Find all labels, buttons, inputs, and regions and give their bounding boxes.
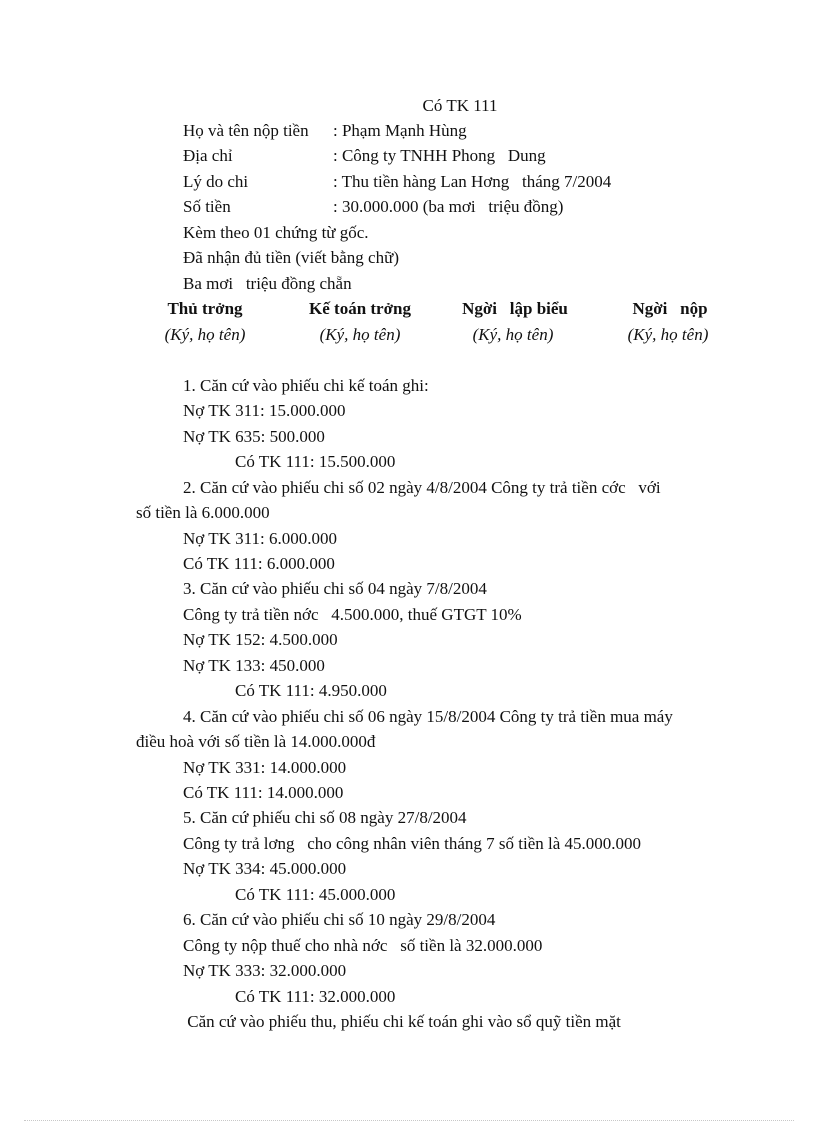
signature-role-chief-accountant: Kế toán trởng	[309, 299, 411, 318]
entry-credit: Có TK 111: 6.000.000	[183, 554, 335, 573]
entry-paragraph-continuation: số tiền là 6.000.000	[136, 503, 270, 522]
entry-paragraph: Công ty trả lơng cho công nhân viên tháng 7 số tiền là 45.000.000	[183, 834, 642, 853]
entry-paragraph-continuation: điều hoà với số tiền là 14.000.000đ	[136, 732, 376, 751]
note-amount-in-words: Ba mơi triệu đồng chẵn	[183, 274, 352, 293]
note-attachment: Kèm theo 01 chứng từ gốc.	[183, 223, 369, 242]
field-value-amount: : 30.000.000 (ba mơi triệu đồng)	[333, 197, 564, 216]
entry-credit: Có TK 111: 4.950.000	[235, 681, 387, 700]
field-label-amount: Số tiền	[183, 197, 231, 216]
entry-debit: Nợ TK 331: 14.000.000	[183, 758, 347, 777]
entry-paragraph: Căn cứ vào phiếu thu, phiếu chi kế toán ghi vào sổ quỹ tiền mặt	[183, 1012, 621, 1031]
entry-credit: Có TK 111: 45.000.000	[235, 885, 396, 904]
entry-debit: Nợ TK 334: 45.000.000	[183, 859, 347, 878]
entry-debit: Nợ TK 333: 32.000.000	[183, 961, 347, 980]
entry-debit: Nợ TK 311: 15.000.000	[183, 401, 346, 420]
entry-debit: Nợ TK 635: 500.000	[183, 427, 325, 446]
signature-hint-chief-accountant: (Ký, họ tên)	[319, 325, 401, 344]
field-value-address: : Công ty TNHH Phong Dung	[333, 146, 546, 165]
signature-role-preparer: Ngời lập biểu	[462, 299, 568, 318]
entry-paragraph: 1. Căn cứ vào phiếu chi kế toán ghi:	[183, 376, 429, 395]
entry-credit: Có TK 111: 14.000.000	[183, 783, 344, 802]
field-label-payer: Họ và tên nộp tiền	[183, 121, 309, 140]
entry-paragraph: 5. Căn cứ phiếu chi số 08 ngày 27/8/2004	[183, 808, 467, 827]
signature-role-director: Thủ trởng	[167, 299, 243, 318]
page-bottom-divider	[24, 1120, 794, 1121]
field-label-reason: Lý do chi	[183, 172, 249, 191]
signature-hint-director: (Ký, họ tên)	[164, 325, 246, 344]
entry-paragraph: Công ty nộp thuế cho nhà nớc số tiền là 32.000.000	[183, 936, 543, 955]
entry-paragraph: 2. Căn cứ vào phiếu chi số 02 ngày 4/8/2004 Công ty trả tiền cớc với	[183, 478, 661, 497]
signature-hint-preparer: (Ký, họ tên)	[472, 325, 554, 344]
field-value-payer: : Phạm Mạnh Hùng	[333, 121, 467, 140]
note-received: Đã nhận đủ tiền (viết bằng chữ)	[183, 248, 399, 267]
field-label-address: Địa chỉ	[183, 146, 233, 165]
signature-role-payer: Ngời nộp	[632, 299, 708, 318]
signature-hint-payer: (Ký, họ tên)	[627, 325, 709, 344]
entry-paragraph: 3. Căn cứ vào phiếu chi số 04 ngày 7/8/2004	[183, 579, 487, 598]
entry-paragraph: Công ty trả tiền nớc 4.500.000, thuế GTGT 10%	[183, 605, 522, 624]
field-value-reason: : Thu tiền hàng Lan Hơng tháng 7/2004	[333, 172, 612, 191]
entry-credit: Có TK 111: 15.500.000	[235, 452, 396, 471]
entry-credit: Có TK 111: 32.000.000	[235, 987, 396, 1006]
entry-paragraph: 4. Căn cứ vào phiếu chi số 06 ngày 15/8/2004 Công ty trả tiền mua máy	[183, 707, 673, 726]
entry-paragraph: 6. Căn cứ vào phiếu chi số 10 ngày 29/8/2004	[183, 910, 496, 929]
entry-debit: Nợ TK 311: 6.000.000	[183, 529, 337, 548]
entry-debit: Nợ TK 133: 450.000	[183, 656, 325, 675]
document-title: Có TK 111	[422, 96, 498, 115]
entry-debit: Nợ TK 152: 4.500.000	[183, 630, 338, 649]
